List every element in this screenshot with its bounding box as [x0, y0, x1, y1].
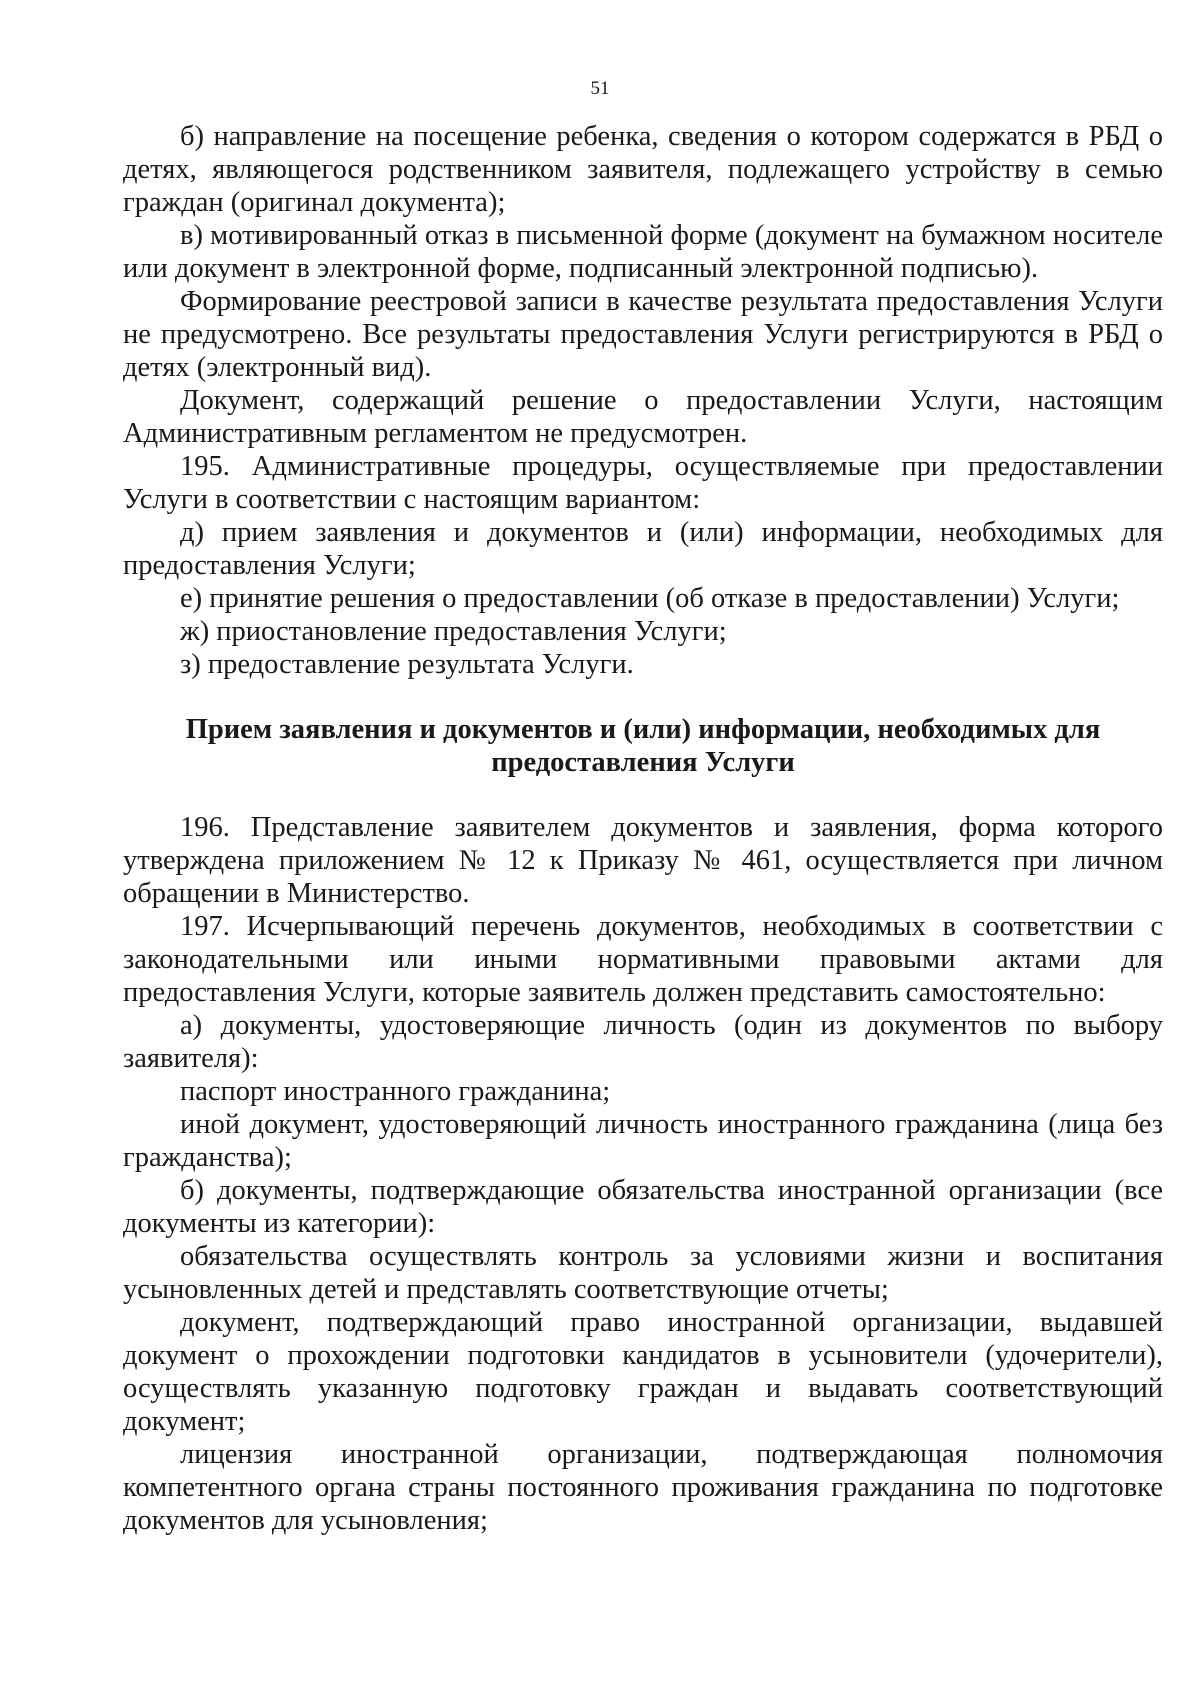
paragraph-item-a: а) документы, удостоверяющие личность (один из документов по выбору заявителя): — [123, 1010, 1163, 1074]
paragraph-decision-document: Документ, содержащий решение о предоставлении Услуги, настоящим Административным регламентом не предусмотрен. — [123, 385, 1163, 449]
paragraph-item-b-obligations: б) документы, подтверждающие обязательства иностранной организации (все документы из категории): — [123, 1175, 1163, 1239]
paragraph-item-zh: ж) приостановление предоставления Услуги; — [180, 616, 727, 647]
paragraph-item-z: з) предоставление результата Услуги. — [180, 649, 634, 680]
paragraph-196: 196. Представление заявителем документов и заявления, форма которого утверждена приложением № 12 к Приказу № 461, осуществляется при личном обращении в Министерство. — [123, 812, 1163, 909]
section-heading-line-2: предоставления Услуги — [491, 747, 795, 778]
paragraph-item-v: в) мотивированный отказ в письменной форме (документ на бумажном носителе или документ в электронной форме, подписанный электронной подписью). — [123, 220, 1163, 284]
paragraph-item-d: д) прием заявления и документов и (или) информации, необходимых для предоставления Услуги; — [123, 517, 1163, 581]
paragraph-item-e: е) принятие решения о предоставлении (об отказе в предоставлении) Услуги; — [180, 583, 1120, 614]
paragraph-item-b: б) направление на посещение ребенка, сведения о котором содержатся в РБД о детях, являющегося родственником заявителя, подлежащего устройству в семью граждан (оригинал документа); — [123, 121, 1163, 218]
section-heading — [123, 713, 1163, 779]
document-body — [123, 120, 1163, 1537]
paragraph-license: лицензия иностранной организации, подтверждающая полномочия компетентного органа страны постоянного проживания гражданина по подготовке документов для усыновления; — [123, 1439, 1163, 1536]
paragraph-control-obligations: обязательства осуществлять контроль за условиями жизни и воспитания усыновленных детей и представлять соответствующие отчеты; — [123, 1241, 1163, 1305]
page-number: 51 — [590, 78, 610, 99]
paragraph-other-id: иной документ, удостоверяющий личность иностранного гражданина (лица без гражданства); — [123, 1109, 1163, 1173]
paragraph-registry-record: Формирование реестровой записи в качестве результата предоставления Услуги не предусмотрено. Все результаты предоставления Услуги регистрируются в РБД о детях (электронный вид). — [123, 286, 1163, 383]
paragraph-197: 197. Исчерпывающий перечень документов, необходимых в соответствии с законодательными или иными нормативными правовыми актами для предоставления Услуги, которые заявитель должен представить самостоятельно: — [123, 911, 1163, 1008]
paragraph-195: 195. Административные процедуры, осуществляемые при предоставлении Услуги в соответствии с настоящим вариантом: — [123, 451, 1163, 515]
section-heading-line-1: Прием заявления и документов и (или) информации, необходимых для — [185, 714, 1101, 745]
paragraph-right-document: документ, подтверждающий право иностранной организации, выдавшей документ о прохождении подготовки кандидатов в усыновители (удочерители), осуществлять указанную подготовку граждан и выдавать соответствующий документ; — [123, 1307, 1163, 1437]
paragraph-passport: паспорт иностранного гражданина; — [180, 1076, 611, 1107]
